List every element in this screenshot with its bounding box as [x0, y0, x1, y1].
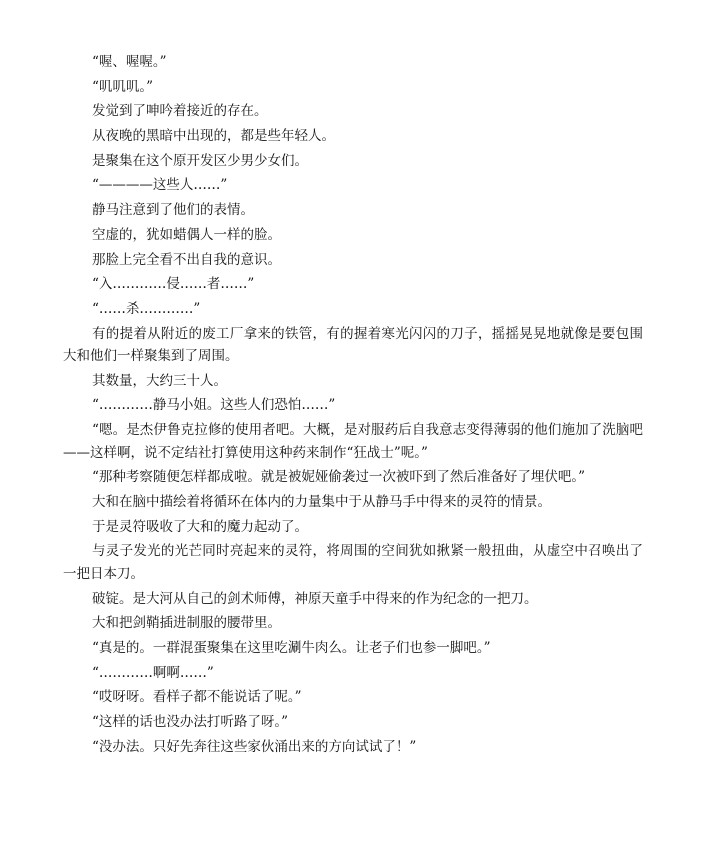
paragraph: “……杀…………” [92, 300, 201, 317]
paragraph: 于是灵符吸收了大和的魔力起动了。 [92, 518, 308, 535]
paragraph: 其数量，大约三十人。 [92, 372, 227, 389]
paragraph: 与灵子发光的光芒同时亮起来的灵符，将周围的空间犹如揪紧一般扭曲，从虚空中召唤出了一把日本刀。 [63, 543, 643, 582]
paragraph: “嗯。是杰伊鲁克拉修的使用者吧。大概，是对服药后自我意志变得薄弱的他们施加了洗脑吧——这样啊，说不定结社打算使用这种药来制作“狂战士”呢。” [63, 422, 643, 461]
paragraph: 从夜晚的黑暗中出现的，都是些年轻人。 [92, 128, 335, 145]
paragraph: 是聚集在这个原开发区少男少女们。 [92, 152, 308, 169]
paragraph: “没办法。只好先奔往这些家伙涌出来的方向试试了！” [92, 738, 417, 755]
paragraph: “…………啊啊……” [92, 664, 214, 681]
paragraph: 那脸上完全看不出自我的意识。 [92, 251, 281, 268]
paragraph: “————这些人……” [92, 177, 228, 194]
paragraph: 发觉到了呻吟着接近的存在。 [92, 103, 268, 120]
document-body [63, 51, 643, 760]
paragraph: “这样的话也没办法打听路了呀。” [92, 714, 289, 730]
paragraph: 大和把剑鞘插进制服的腰带里。 [92, 615, 281, 632]
paragraph: “哎呀呀。看样子都不能说话了呢。” [92, 689, 302, 706]
paragraph: 空虚的，犹如蜡偶人一样的脸。 [92, 226, 281, 243]
paragraph: 静马注意到了他们的表情。 [92, 202, 254, 219]
paragraph: “真是的。一群混蛋聚集在这里吃涮牛肉么。让老子们也参一脚吧。” [92, 639, 491, 656]
paragraph: “…………静马小姐。这些人们恐怕……” [92, 397, 336, 414]
paragraph: 破锭。是大河从自己的剑术师傅，神原天童手中得来的作为纪念的一把刀。 [92, 590, 538, 607]
paragraph: “喔、喔喔。” [92, 54, 167, 70]
paragraph: 大和在脑中描绘着将循环在体内的力量集中于从静马手中得来的灵符的情景。 [92, 494, 551, 510]
paragraph: “叽叽叽。” [92, 78, 154, 95]
paragraph: 有的提着从附近的废工厂拿来的铁管，有的握着寒光闪闪的刀子，摇摇晃晃地就像是要包围大和他们一样聚集到了周围。 [63, 325, 643, 365]
paragraph: “入…………侵……者……” [92, 276, 255, 293]
paragraph: “那种考察随便怎样都成啦。就是被妮娅偷袭过一次被吓到了然后准备好了埋伏吧。” [92, 469, 586, 486]
